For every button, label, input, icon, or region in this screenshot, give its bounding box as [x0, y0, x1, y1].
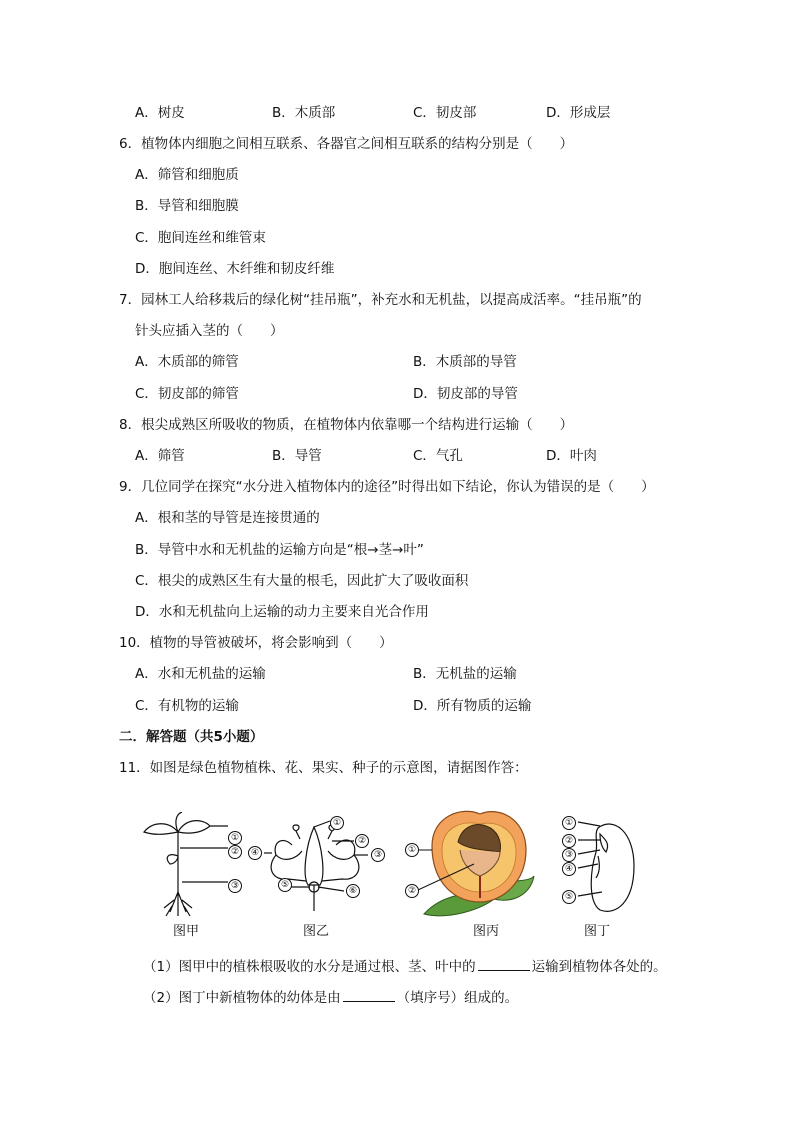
- q6-option-b: B．导管和细胞膜: [135, 198, 239, 214]
- section-title: 二．解答题（共5小题）: [119, 729, 264, 745]
- figure-fruit-diagram: [402, 806, 542, 926]
- ding-label-4: ④: [562, 862, 576, 876]
- q5-option-d: D．形成层: [546, 105, 611, 121]
- q10-stem: 10．植物的导管被破坏，将会影响到（ ）: [119, 635, 393, 651]
- bing-caption: 图丙: [473, 924, 500, 939]
- yi-label-2: ②: [355, 834, 369, 848]
- q9-option-c: C．根尖的成熟区生有大量的根毛，因此扩大了吸收面积: [135, 573, 469, 589]
- q11-sub1-answer-blank[interactable]: [478, 957, 530, 971]
- yi-label-1: ①: [330, 816, 344, 830]
- q11-sub2: [143, 988, 518, 1007]
- q9-option-d: D．水和无机盐向上运输的动力主要来自光合作用: [135, 604, 429, 620]
- q5-option-b: B．木质部: [272, 105, 336, 121]
- q8-option-b: B．导管: [272, 448, 322, 464]
- q6-stem: 6．植物体内细胞之间相互联系、各器官之间相互联系的结构分别是（ ）: [119, 136, 574, 152]
- q8-option-c: C．气孔: [413, 448, 463, 464]
- q10-option-d: D．所有物质的运输: [413, 698, 532, 714]
- q11-sub1: [143, 957, 667, 976]
- yi-label-5: ⑤: [278, 878, 292, 892]
- yi-label-3: ③: [371, 848, 385, 862]
- figure-seed-diagram: [570, 812, 640, 920]
- q5-option-a: A．树皮: [135, 105, 185, 121]
- q11-sub1-text-after: 运输到植物体各处的。: [531, 959, 667, 975]
- q7-option-a: A．木质部的筛管: [135, 354, 239, 370]
- q7-option-d: D．韧皮部的导管: [413, 386, 518, 402]
- q11-stem: 11．如图是绿色植物植株、花、果实、种子的示意图，请据图作答：: [119, 760, 528, 776]
- q7-stem-line2: 针头应插入茎的（ ）: [135, 323, 284, 339]
- q11-sub2-text-after: （填序号）组成的。: [396, 990, 519, 1006]
- bing-label-1: ①: [405, 843, 419, 857]
- q11-sub2-answer-blank[interactable]: [343, 988, 395, 1002]
- ding-caption: 图丁: [584, 924, 611, 939]
- q7-stem-line1: 7．园林工人给移栽后的绿化树“挂吊瓶”，补充水和无机盐，以提高成活率。“挂吊瓶”的: [119, 292, 642, 308]
- ding-label-2: ②: [562, 834, 576, 848]
- q9-stem: 9．几位同学在探究“水分进入植物体内的途径”时得出如下结论，你认为错误的是（ ）: [119, 479, 655, 495]
- q5-option-c: C．韧皮部: [413, 105, 477, 121]
- q9-option-b: B．导管中水和无机盐的运输方向是“根→茎→叶”: [135, 542, 424, 558]
- yi-label-4: ④: [248, 846, 262, 860]
- q6-option-c: C．胞间连丝和维管束: [135, 230, 266, 246]
- q10-option-a: A．水和无机盐的运输: [135, 666, 266, 682]
- ding-label-3: ③: [562, 848, 576, 862]
- ding-label-5: ⑤: [562, 890, 576, 904]
- jia-label-2: ②: [228, 845, 242, 859]
- q8-option-a: A．筛管: [135, 448, 185, 464]
- q8-stem: 8．根尖成熟区所吸收的物质，在植物体内依靠哪一个结构进行运输（ ）: [119, 417, 574, 433]
- figure-plant-diagram: [138, 812, 248, 920]
- q8-option-d: D．叶肉: [546, 448, 597, 464]
- q6-option-d: D．胞间连丝、木纤维和韧皮纤维: [135, 261, 335, 277]
- q11-sub2-text-before: （2）图丁中新植物体的幼体是由: [143, 990, 341, 1006]
- q7-option-c: C．韧皮部的筛管: [135, 386, 239, 402]
- ding-label-1: ①: [562, 816, 576, 830]
- q10-option-b: B．无机盐的运输: [413, 666, 517, 682]
- jia-label-3: ③: [228, 879, 242, 893]
- yi-label-6: ⑥: [346, 884, 360, 898]
- jia-label-1: ①: [228, 831, 242, 845]
- q9-option-a: A．根和茎的导管是连接贯通的: [135, 510, 320, 526]
- q10-option-c: C．有机物的运输: [135, 698, 239, 714]
- jia-caption: 图甲: [173, 924, 200, 939]
- bing-label-2: ②: [405, 884, 419, 898]
- q11-sub1-text-before: （1）图甲中的植株根吸收的水分是通过根、茎、叶中的: [143, 959, 476, 975]
- q6-option-a: A．筛管和细胞质: [135, 167, 239, 183]
- q7-option-b: B．木质部的导管: [413, 354, 517, 370]
- yi-caption: 图乙: [303, 924, 330, 939]
